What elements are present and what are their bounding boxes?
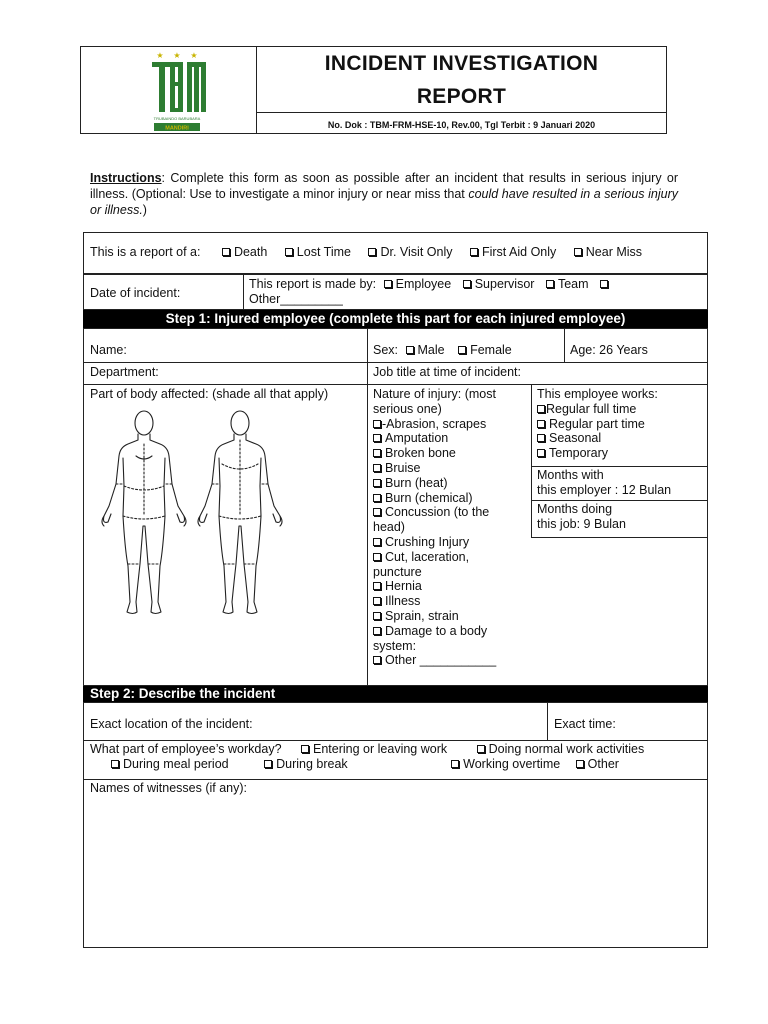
instructions-text-end: ): [142, 203, 147, 217]
checkbox-icon[interactable]: [301, 745, 309, 753]
nature-option-concussion-cont: head): [373, 520, 405, 535]
checkbox-icon[interactable]: [373, 449, 381, 457]
step2-col-line: [547, 702, 548, 740]
nature-option-burn-chemical[interactable]: Burn (chemical): [373, 491, 525, 506]
checkbox-icon[interactable]: [373, 434, 381, 442]
nature-option-hernia[interactable]: Hernia: [373, 579, 525, 594]
nature-option-burn-heat[interactable]: Burn (heat): [373, 476, 525, 491]
nature-option-other[interactable]: Other ___________: [373, 653, 525, 668]
sex-female[interactable]: Female: [458, 343, 512, 357]
checkbox-icon[interactable]: [111, 760, 119, 768]
name-label[interactable]: Name:: [90, 343, 127, 357]
step1-col-line: [531, 384, 532, 537]
made-by-label: This report is made by:: [249, 277, 377, 291]
report-type-label: This is a report of a:: [90, 245, 201, 259]
star-icon: ★: [156, 51, 164, 60]
nature-option-sprain[interactable]: Sprain, strain: [373, 609, 525, 624]
checkbox-icon[interactable]: [368, 248, 376, 256]
checkbox-icon[interactable]: [574, 248, 582, 256]
date-row-divider: [243, 274, 244, 310]
workday-meal[interactable]: During meal period: [111, 757, 229, 771]
sex-label: Sex:: [373, 343, 399, 357]
checkbox-icon[interactable]: [406, 346, 414, 354]
workday-overtime[interactable]: Working overtime: [451, 757, 560, 771]
instructions-label: Instructions: [90, 171, 162, 185]
made-by-block: [245, 276, 705, 308]
checkbox-icon[interactable]: [373, 582, 381, 590]
logo-bar: [159, 62, 165, 112]
workday-label: What part of employee’s workday?: [90, 742, 282, 756]
logo-bar: [187, 62, 206, 67]
report-type-lost-time[interactable]: Lost Time: [285, 245, 351, 259]
nature-of-injury-list: [369, 386, 529, 669]
employee-works-list: [533, 386, 707, 462]
checkbox-icon[interactable]: [285, 248, 293, 256]
report-type-death[interactable]: Death: [222, 245, 267, 259]
checkbox-icon[interactable]: [373, 464, 381, 472]
nature-option-bruise[interactable]: Bruise: [373, 461, 525, 476]
instructions-block: [90, 170, 678, 218]
instructions-italic: could have resulted in a serious injury or illness.: [90, 187, 678, 217]
checkbox-icon[interactable]: [373, 508, 381, 516]
nature-option-abrasion[interactable]: -Abrasion, scrapes: [373, 417, 525, 432]
nature-option-concussion[interactable]: Concussion (to the: [373, 505, 525, 520]
location-label[interactable]: Exact location of the incident:: [90, 717, 253, 731]
date-of-incident-label[interactable]: Date of incident:: [90, 286, 181, 300]
checkbox-icon[interactable]: [458, 346, 466, 354]
made-by-employee[interactable]: Employee: [384, 277, 452, 291]
nature-option-cut-cont: puncture: [373, 564, 422, 579]
checkbox-icon[interactable]: [477, 745, 485, 753]
works-part-time[interactable]: Regular part time: [537, 417, 703, 432]
logo-caption-1: TRUBAINDO BARUBARA: [153, 116, 201, 121]
months-employer-label: Months with: [537, 468, 604, 482]
checkbox-icon[interactable]: [373, 420, 381, 428]
logo-bar: [194, 62, 199, 112]
checkbox-icon[interactable]: [373, 612, 381, 620]
nature-option-broken-bone[interactable]: Broken bone: [373, 446, 525, 461]
witnesses-label[interactable]: Names of witnesses (if any):: [90, 781, 247, 795]
works-box-line: [531, 537, 708, 538]
works-seasonal[interactable]: Seasonal: [537, 431, 703, 446]
step1-col-line: [367, 328, 368, 686]
logo-caption-2: MANDIRI: [165, 125, 189, 132]
step1-title: Step 1: Injured employee (complete this part for each injured employee): [165, 311, 626, 326]
logo-bar: [170, 62, 175, 112]
made-by-supervisor[interactable]: Supervisor: [463, 277, 535, 291]
body-diagram[interactable]: [92, 404, 292, 622]
workday-normal[interactable]: Doing normal work activities: [477, 742, 645, 756]
checkbox-icon[interactable]: [470, 248, 478, 256]
checkbox-icon[interactable]: [546, 280, 554, 288]
checkbox-icon[interactable]: [537, 434, 545, 442]
step2-table: [83, 702, 708, 948]
sex-male[interactable]: Male: [406, 343, 445, 357]
logo-bar: [178, 62, 183, 84]
checkbox-icon[interactable]: [373, 627, 381, 635]
star-icon: ★: [173, 51, 181, 60]
checkbox-icon[interactable]: [576, 760, 584, 768]
department-label[interactable]: Department:: [90, 365, 159, 379]
works-label: This employee works:: [537, 387, 658, 401]
star-icon: ★: [190, 51, 198, 60]
checkbox-icon[interactable]: [222, 248, 230, 256]
checkbox-icon[interactable]: [537, 449, 545, 457]
instructions-text: : Complete this form as soon as possible after an incident that results in serious injury or illness. (Optional: Use to investigate a minor injury or near miss that: [90, 171, 678, 201]
checkbox-icon[interactable]: [600, 280, 608, 288]
nature-option-cut[interactable]: Cut, laceration,: [373, 550, 525, 565]
made-by-team[interactable]: Team: [546, 277, 589, 291]
checkbox-icon[interactable]: [373, 597, 381, 605]
nature-label-2: serious one): [373, 401, 442, 416]
checkbox-icon[interactable]: [373, 538, 381, 546]
report-type-line: [90, 245, 656, 260]
workday-other[interactable]: Other: [576, 757, 619, 771]
works-full-time[interactable]: Regular full time: [537, 402, 703, 417]
step1-row-line: [83, 362, 708, 363]
body-part-label: Part of body affected: (shade all that apply): [90, 387, 329, 401]
step1-col-line: [564, 328, 565, 362]
report-type-dr-visit[interactable]: Dr. Visit Only: [368, 245, 452, 259]
months-job-label: Months doing: [537, 502, 613, 516]
step2-title: Step 2: Describe the incident: [90, 686, 276, 701]
sex-field: [369, 342, 530, 359]
step2-header: [83, 686, 708, 702]
body-outline-icon[interactable]: [92, 404, 292, 622]
checkbox-icon[interactable]: [264, 760, 272, 768]
company-logo: [142, 50, 212, 132]
nature-option-damage-cont: system:: [373, 638, 417, 653]
age-label[interactable]: Age: 26 Years: [570, 343, 648, 357]
checkbox-icon[interactable]: [373, 656, 381, 664]
workday-break[interactable]: During break: [264, 757, 348, 771]
made-by-other-checkbox[interactable]: [600, 277, 612, 291]
months-employer-value: this employer : 12 Bulan: [537, 482, 672, 497]
nature-option-illness[interactable]: Illness: [373, 594, 525, 609]
months-job-value: this job: 9 Bulan: [537, 516, 626, 531]
works-temporary[interactable]: Temporary: [537, 446, 703, 461]
exact-time-label[interactable]: Exact time:: [554, 717, 616, 731]
page-title-line1: INCIDENT INVESTIGATION: [324, 52, 599, 75]
nature-option-amputation[interactable]: Amputation: [373, 431, 525, 446]
checkbox-icon[interactable]: [384, 280, 392, 288]
nature-option-damage[interactable]: Damage to a body: [373, 624, 525, 639]
report-type-near-miss[interactable]: Near Miss: [574, 245, 642, 259]
logo-bar: [187, 62, 192, 112]
checkbox-icon[interactable]: [537, 405, 545, 413]
checkbox-icon[interactable]: [373, 553, 381, 561]
document-number: No. Dok : TBM-FRM-HSE-10, Rev.00, Tgl Terbit : 9 Januari 2020: [327, 120, 596, 130]
page-title-line2: REPORT: [416, 85, 507, 108]
made-by-other[interactable]: Other_________: [249, 292, 343, 306]
step1-row-line: [83, 384, 708, 385]
checkbox-icon[interactable]: [537, 420, 545, 428]
step1-header: [83, 310, 708, 328]
workday-entering[interactable]: Entering or leaving work: [301, 742, 447, 756]
workday-block: [86, 741, 706, 773]
checkbox-icon[interactable]: [373, 479, 381, 487]
logo-graphic: [142, 50, 212, 132]
nature-option-crushing[interactable]: Crushing Injury: [373, 535, 525, 550]
job-title-label[interactable]: Job title at time of incident:: [373, 365, 521, 379]
checkbox-icon[interactable]: [463, 280, 471, 288]
months-with-employer[interactable]: [533, 467, 707, 499]
checkbox-icon[interactable]: [451, 760, 459, 768]
checkbox-icon[interactable]: [373, 494, 381, 502]
months-doing-job[interactable]: [533, 501, 707, 533]
logo-bar: [201, 62, 206, 112]
report-type-first-aid[interactable]: First Aid Only: [470, 245, 556, 259]
logo-bar: [178, 84, 183, 112]
nature-label: Nature of injury: (most: [373, 387, 496, 401]
logo-bar: [170, 108, 183, 112]
